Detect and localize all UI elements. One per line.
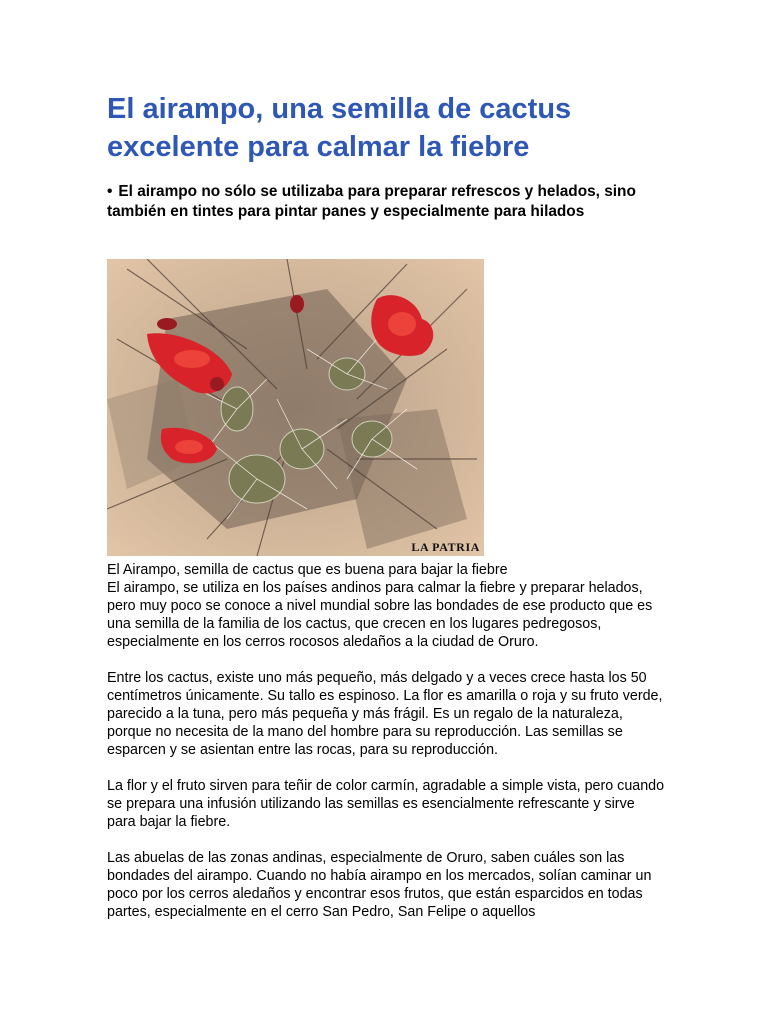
paragraph: El airampo, se utiliza en los países andinos para calmar la fiebre y preparar helados, pero muy poco se conoce a nivel mundial sobre las bondades de ese producto que es una semilla de la familia de los cactus, que crecen en los lugares pedregosos, especialmente en los cerros rocosos aledaños a la ciudad de Oruro. <box>107 580 653 650</box>
bullet-icon: • <box>107 183 113 200</box>
paragraph: Las abuelas de las zonas andinas, especialmente de Oruro, saben cuáles son las bondades del airampo. Cuando no había airampo en los mercados, solían caminar un poco por los cerros aledaños y encontrar esos frutos, que están esparcidos en todas partes, especialmente en el cerro San Pedro, San Felipe o aquellos <box>107 850 652 920</box>
cactus-photo <box>107 259 484 556</box>
photo-caption: El Airampo, semilla de cactus que es buena para bajar la fiebre <box>107 562 508 578</box>
cactus-flower-image <box>107 259 484 556</box>
paragraph: Entre los cactus, existe uno más pequeño, más delgado y a veces crece hasta los 50 centímetros únicamente. Su tallo es espinoso. La flor es amarilla o roja y su fruto verde, parecido a la tuna, pero más pequeña y más frágil. Es un regalo de la naturaleza, porque no necesita de la mano del hombre para su reproducción. Las semillas se esparcen y se asientan entre las rocas, para su reproducción. <box>107 670 663 758</box>
lead-bullet <box>107 182 667 222</box>
article-body <box>107 561 667 939</box>
article-title: El airampo, una semilla de cactus excelente para calmar la fiebre <box>107 93 572 163</box>
paragraph: La flor y el fruto sirven para teñir de color carmín, agradable a simple vista, pero cuando se prepara una infusión utilizando las semillas es esencialmente refrescante y sirve para bajar la fiebre. <box>107 778 665 830</box>
photo-credit: LA PATRIA <box>411 540 480 554</box>
lead-text: El airampo no sólo se utilizaba para preparar refrescos y helados, sino también en tintes para pintar panes y especialmente para hilados <box>107 183 636 220</box>
